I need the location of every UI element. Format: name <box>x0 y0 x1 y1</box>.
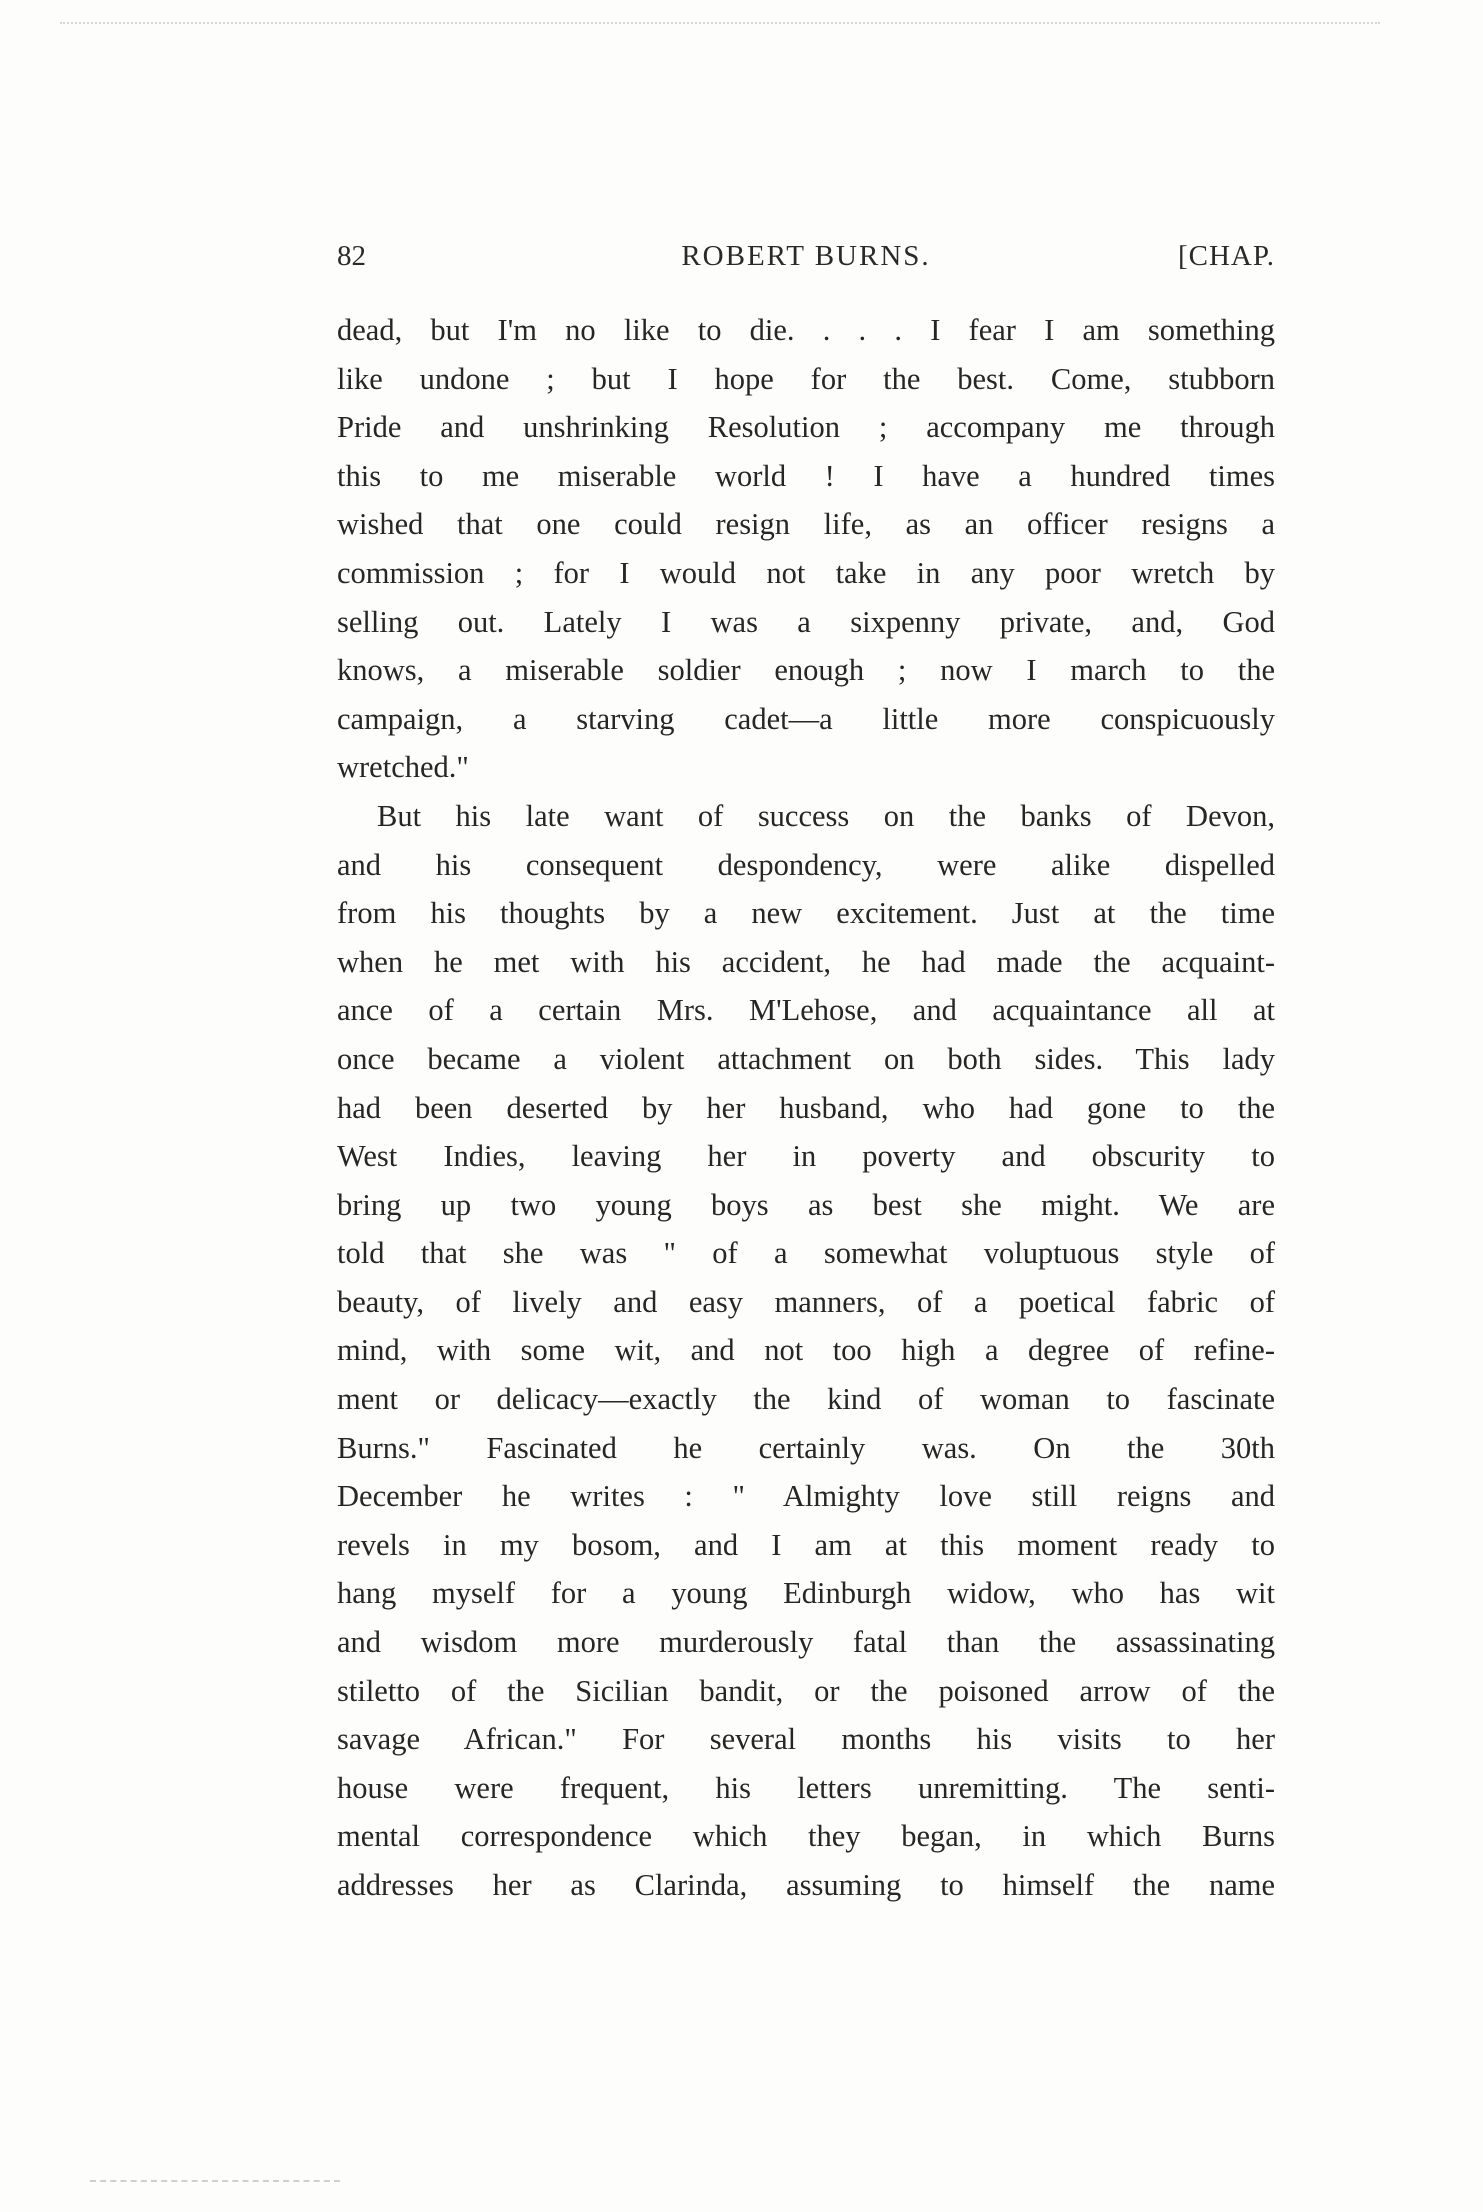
text-line: selling out. Lately I was a sixpenny private, and, God <box>337 604 1275 639</box>
text-line: Burns." Fascinated he certainly was. On the 30th <box>337 1430 1275 1465</box>
text-line: from his thoughts by a new excitement. Just at the time <box>337 896 1275 931</box>
text-line: addresses her as Clarinda, assuming to himself the name <box>337 1868 1275 1902</box>
text-line: campaign, a starving cadet—a little more conspicuously <box>337 701 1275 736</box>
page-number: 82 <box>337 240 366 272</box>
text-line: mental correspondence which they began, in which Burns <box>337 1819 1275 1854</box>
text-line: ment or delicacy—exactly the kind of woman to fascinate <box>337 1382 1275 1417</box>
text-line: West Indies, leaving her in poverty and obscurity to <box>337 1139 1275 1174</box>
text-line: knows, a miserable soldier enough ; now I march to the <box>337 653 1275 688</box>
text-line: beauty, of lively and easy manners, of a poetical fabric of <box>337 1284 1275 1319</box>
text-line: revels in my bosom, and I am at this moment ready to <box>337 1527 1275 1562</box>
text-line: savage African." For several months his visits to her <box>337 1722 1275 1757</box>
text-line: this to me miserable world ! I have a hundred times <box>337 458 1275 493</box>
paragraph-first-line: But his late want of success on the banks of Devon, <box>377 798 1275 833</box>
text-line: dead, but I'm no like to die. . . . I fear I am something <box>337 313 1275 347</box>
chapter-marker: [CHAP. <box>1177 240 1275 272</box>
text-line: commission ; for I would not take in any poor wretch by <box>337 555 1275 590</box>
text-line: once became a violent attachment on both sides. This lady <box>337 1041 1275 1076</box>
text-line: wished that one could resign life, as an officer resigns a <box>337 507 1275 542</box>
text-line: and wisdom more murderously fatal than the assassinating <box>337 1625 1275 1660</box>
text-line: Pride and unshrinking Resolution ; accompany me through <box>337 410 1275 445</box>
text-line: when he met with his accident, he had made the acquaint- <box>337 944 1275 979</box>
text-line: house were frequent, his letters unremitting. The senti- <box>337 1770 1275 1805</box>
scan-artifact-bottom <box>90 2180 340 2184</box>
text-line: told that she was " of a somewhat voluptuous style of <box>337 1236 1275 1271</box>
text-line: ance of a certain Mrs. M'Lehose, and acquaintance all at <box>337 993 1275 1028</box>
scan-artifact-top <box>60 22 1380 26</box>
text-line: like undone ; but I hope for the best. Come, stubborn <box>337 361 1275 396</box>
text-line: hang myself for a young Edinburgh widow, who has wit <box>337 1576 1275 1611</box>
text-line: mind, with some wit, and not too high a degree of refine- <box>337 1333 1275 1368</box>
text-line: bring up two young boys as best she might. We are <box>337 1187 1275 1222</box>
text-line: had been deserted by her husband, who had gone to the <box>337 1090 1275 1125</box>
text-line: and his consequent despondency, were alike dispelled <box>337 847 1275 882</box>
text-line: stiletto of the Sicilian bandit, or the poisoned arrow of the <box>337 1673 1275 1708</box>
text-line: wretched." <box>337 750 469 785</box>
running-title: ROBERT BURNS. <box>681 240 931 272</box>
running-head <box>337 240 1275 280</box>
body-text <box>337 306 1275 1910</box>
text-line: December he writes : " Almighty love still reigns and <box>337 1479 1275 1514</box>
